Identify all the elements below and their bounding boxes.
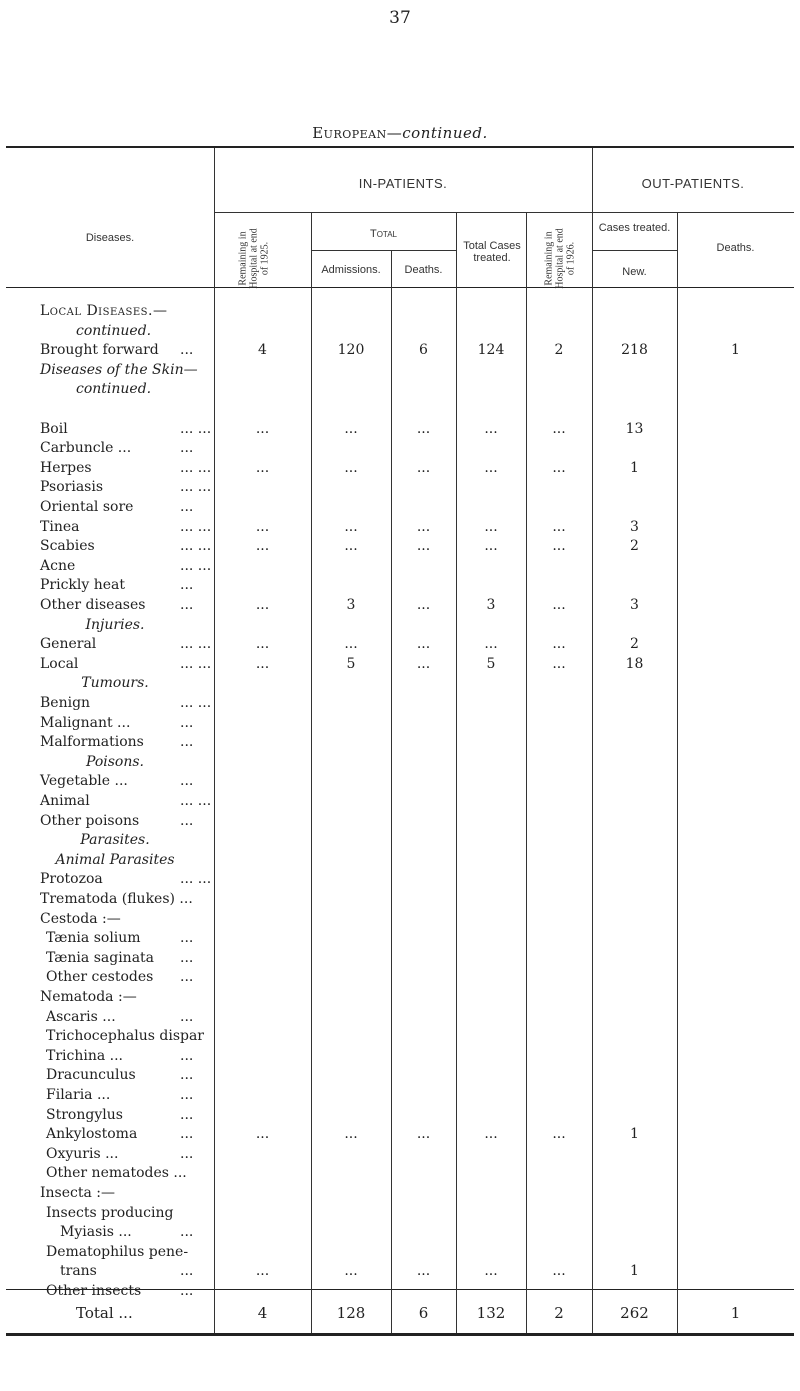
table-row: [0, 1126, 800, 1146]
row-leader-dots: ...: [180, 342, 194, 359]
table-row: [0, 538, 800, 558]
row-cell: ...: [255, 636, 270, 653]
total-sub-rule: [311, 250, 456, 251]
row-cell: 2: [554, 342, 564, 359]
row-leader-dots: ...: [180, 1126, 194, 1143]
total-label: Total ...: [76, 1304, 133, 1322]
row-leader-dots: ...: [180, 1263, 194, 1280]
heading-title: European: [312, 124, 387, 142]
row-cell: ...: [255, 459, 270, 476]
table-row: [0, 1146, 800, 1166]
cases-sub-rule: [592, 250, 677, 251]
table-row: [0, 1028, 800, 1048]
row-label: Other insects: [46, 1283, 142, 1299]
row-cell: ...: [484, 636, 498, 653]
table-row: [0, 1087, 800, 1107]
table-row: [0, 558, 800, 578]
table-row: [0, 989, 800, 1009]
row-leader-dots: ... ...: [180, 636, 212, 653]
header-out-deaths: Deaths.: [716, 242, 755, 254]
row-leader-dots: ...: [180, 499, 194, 515]
row-label: continued.: [76, 322, 152, 339]
row-cell: ...: [344, 636, 358, 653]
row-leader-dots: ...: [180, 949, 194, 966]
row-cell: 3: [486, 597, 496, 613]
row-label: Psoriasis: [40, 479, 104, 496]
table-row: [0, 636, 800, 656]
table-row: [0, 440, 800, 460]
row-cell: ...: [344, 1263, 358, 1280]
row-cell: 124: [477, 342, 505, 359]
row-cell: 5: [346, 655, 356, 672]
row-cell: ...: [552, 420, 566, 437]
page-heading: [0, 124, 800, 142]
table-row: [0, 499, 800, 519]
row-leader-dots: ...: [180, 773, 194, 790]
row-label: Myiasis ...: [60, 1224, 132, 1241]
row-leader-dots: ... ...: [180, 793, 212, 809]
row-cell: ...: [552, 518, 566, 535]
row-label: Trichocephalus dispar: [46, 1028, 204, 1045]
row-label: Diseases of the Skin—: [40, 361, 198, 378]
table-row: [0, 1205, 800, 1225]
header-total-cases-treated: Total Cases treated.: [463, 240, 521, 264]
row-cell: ...: [344, 538, 358, 555]
header-diseases: Diseases.: [85, 232, 135, 244]
table-row: [0, 323, 800, 343]
row-cell: ...: [344, 420, 358, 437]
row-cell: ...: [344, 1126, 358, 1143]
row-label: Other cestodes: [46, 969, 154, 986]
row-cell: 2: [630, 538, 639, 555]
row-label: Ankylostoma: [46, 1126, 138, 1143]
row-label: Injuries.: [85, 616, 145, 633]
row-cell: ...: [416, 636, 431, 653]
row-cell: ...: [484, 538, 498, 555]
table-row: [0, 1165, 800, 1185]
row-cell: ...: [416, 420, 431, 437]
table-row: [0, 754, 800, 774]
header-remaining-1925: Remaining in Hospital at end of 1925.: [237, 228, 271, 289]
row-leader-dots: ... ...: [180, 695, 212, 711]
row-cell: ...: [416, 1126, 431, 1143]
table-row: [0, 852, 800, 872]
row-label: Filaria ...: [46, 1087, 111, 1103]
row-label: Local: [40, 655, 79, 672]
row-cell: 3: [346, 597, 356, 613]
row-cell: 5: [486, 655, 496, 672]
table-row: [0, 1224, 800, 1244]
row-cell: ...: [484, 1263, 498, 1280]
row-cell: 2: [630, 636, 639, 653]
row-cell: 1: [630, 1126, 639, 1143]
row-cell: ...: [552, 1263, 566, 1280]
row-cell: 6: [419, 342, 428, 359]
table-row: [0, 1107, 800, 1127]
in-patients-rule: [214, 212, 592, 213]
row-leader-dots: ...: [180, 930, 194, 947]
total-cell: 6: [418, 1304, 429, 1322]
row-leader-dots: ... ...: [180, 518, 212, 535]
row-leader-dots: ...: [180, 577, 194, 594]
row-label: Animal Parasites: [55, 851, 175, 868]
row-cell: 3: [630, 518, 639, 535]
header-total: Total: [369, 228, 398, 240]
total-cell: 128: [336, 1304, 366, 1322]
row-leader-dots: ... ...: [180, 420, 212, 437]
table-row: [0, 1263, 800, 1283]
row-leader-dots: ...: [180, 1283, 194, 1299]
row-label: Dematophilus pene-: [46, 1243, 189, 1260]
row-leader-dots: ...: [180, 1106, 194, 1123]
header-admissions: Admissions.: [321, 264, 381, 276]
row-cell: ...: [255, 518, 270, 535]
row-cell: ...: [344, 459, 358, 476]
row-label: Tænia saginata: [46, 949, 155, 966]
row-label: Tumours.: [81, 675, 149, 692]
row-label: Herpes: [40, 459, 92, 476]
table-row: [0, 950, 800, 970]
table-row: [0, 421, 800, 441]
out-patients-rule: [592, 212, 794, 213]
header-bottom-rule: [6, 287, 794, 288]
table-row: [0, 1185, 800, 1205]
table-top-rule: [6, 146, 794, 148]
row-label: Strongylus: [46, 1106, 123, 1123]
row-cell: ...: [255, 420, 270, 437]
table-row: [0, 519, 800, 539]
row-cell: ...: [484, 518, 498, 535]
total-cell: 132: [476, 1304, 506, 1322]
row-label: Carbuncle ...: [40, 440, 132, 457]
table-row: [0, 577, 800, 597]
row-cell: ...: [344, 518, 358, 535]
row-label: Other nematodes ...: [46, 1165, 187, 1182]
table-row: [0, 303, 800, 323]
row-leader-dots: ...: [180, 714, 194, 731]
row-leader-dots: ... ...: [180, 655, 212, 672]
row-cell: ...: [484, 1126, 498, 1143]
row-leader-dots: ...: [180, 1087, 194, 1103]
total-cell: 2: [554, 1304, 564, 1322]
row-label: Oxyuris ...: [46, 1145, 119, 1162]
total-cell: 262: [620, 1304, 649, 1322]
header-in-patients: IN-PATIENTS.: [358, 176, 448, 191]
table-row: [0, 891, 800, 911]
total-cell: 1: [730, 1304, 741, 1322]
row-label: Oriental sore: [40, 499, 134, 515]
row-cell: 3: [630, 597, 639, 613]
row-cell: ...: [416, 597, 431, 613]
header-deaths: Deaths.: [404, 264, 443, 276]
row-label: Protozoa: [40, 871, 103, 888]
row-label: Poisons.: [85, 753, 145, 770]
row-label: Tænia solium: [46, 930, 141, 947]
row-label: General: [40, 636, 97, 653]
row-label: Local Diseases.—: [40, 303, 168, 319]
row-label: trans: [60, 1263, 97, 1280]
row-cell: ...: [552, 597, 566, 613]
row-leader-dots: ...: [180, 1047, 194, 1064]
row-label: Insecta :—: [40, 1185, 115, 1201]
row-cell: ...: [552, 636, 566, 653]
row-leader-dots: ...: [180, 1145, 194, 1162]
table-row: [0, 695, 800, 715]
row-label: Vegetable ...: [40, 773, 128, 790]
row-cell: ...: [416, 1263, 431, 1280]
table-row: [0, 1244, 800, 1264]
row-label: Tinea: [40, 518, 80, 535]
heading-suffix: —continued.: [386, 124, 488, 142]
row-label: Other poisons: [40, 812, 140, 829]
row-cell: ...: [484, 420, 498, 437]
table-row: [0, 362, 800, 382]
table-row: [0, 969, 800, 989]
row-cell: ...: [552, 655, 566, 672]
row-cell: ...: [552, 538, 566, 555]
row-leader-dots: ...: [180, 1067, 194, 1084]
row-leader-dots: ...: [180, 812, 194, 829]
row-label: Ascaris ...: [46, 1008, 116, 1025]
row-label: Animal: [40, 793, 90, 809]
row-leader-dots: ...: [180, 440, 194, 457]
table-row: [0, 675, 800, 695]
row-leader-dots: ...: [180, 969, 194, 986]
table-row: [0, 1048, 800, 1068]
table-row: [0, 479, 800, 499]
header-remaining-1926: Remaining in Hospital at end of 1926.: [543, 228, 577, 289]
header-out-patients: OUT-PATIENTS.: [641, 176, 745, 191]
row-cell: ...: [255, 1126, 270, 1143]
row-label: Boil: [40, 420, 68, 437]
header-cases-treated: Cases treated.: [598, 222, 671, 234]
row-label: Parasites.: [80, 832, 150, 849]
row-cell: 13: [625, 420, 644, 437]
row-label: Benign: [40, 695, 91, 711]
row-cell: ...: [255, 655, 270, 672]
row-cell: 18: [625, 655, 644, 672]
table-row: [0, 911, 800, 931]
row-cell: 1: [731, 342, 740, 359]
row-leader-dots: ...: [180, 1008, 194, 1025]
table-row: [0, 871, 800, 891]
row-label: Malignant ...: [40, 714, 131, 731]
table-row: [0, 597, 800, 617]
row-label: continued.: [76, 381, 152, 398]
row-cell: ...: [255, 597, 270, 613]
row-cell: ...: [484, 459, 498, 476]
row-leader-dots: ...: [180, 734, 194, 751]
table-row: [0, 381, 800, 401]
row-cell: 120: [337, 342, 365, 359]
table-row: [0, 656, 800, 676]
row-label: Brought forward: [40, 342, 159, 359]
table-row: [0, 773, 800, 793]
header-new: New.: [622, 266, 647, 278]
row-label: Trematoda (flukes) ...: [40, 891, 193, 907]
row-label: Acne: [40, 557, 76, 574]
row-cell: ...: [416, 655, 431, 672]
row-label: Malformations: [40, 734, 144, 751]
row-leader-dots: ... ...: [180, 538, 212, 555]
row-label: Other diseases: [40, 597, 146, 613]
table-bottom-rule: [6, 1333, 794, 1336]
row-label: Cestoda :—: [40, 910, 121, 927]
row-cell: ...: [552, 1126, 566, 1143]
row-cell: 1: [630, 459, 639, 476]
table-row: [0, 930, 800, 950]
table-row: [0, 1009, 800, 1029]
row-cell: ...: [416, 538, 431, 555]
row-label: Nematoda :—: [40, 989, 137, 1005]
table-row: [0, 617, 800, 637]
table-row: [0, 715, 800, 735]
row-label: Insects producing: [46, 1204, 174, 1221]
row-label: Trichina ...: [46, 1047, 124, 1064]
row-leader-dots: ... ...: [180, 479, 212, 496]
row-label: Scabies: [40, 538, 95, 555]
row-cell: ...: [416, 518, 431, 535]
row-label: Dracunculus: [46, 1067, 136, 1084]
table-row: [0, 460, 800, 480]
row-cell: 4: [258, 342, 267, 359]
row-label: Prickly heat: [40, 577, 126, 594]
row-cell: ...: [552, 459, 566, 476]
total-row: [0, 1298, 800, 1328]
page-number: 37: [389, 8, 411, 28]
row-cell: 218: [621, 342, 648, 359]
row-leader-dots: ... ...: [180, 871, 212, 888]
table-row: [0, 793, 800, 813]
row-cell: ...: [255, 538, 270, 555]
table-row: [0, 342, 800, 362]
table-row: [0, 832, 800, 852]
row-leader-dots: ...: [180, 1224, 194, 1241]
table-row: [0, 1067, 800, 1087]
row-leader-dots: ... ...: [180, 459, 212, 476]
row-cell: 1: [630, 1263, 639, 1280]
row-cell: ...: [416, 459, 431, 476]
table-row: [0, 401, 800, 421]
table-row: [0, 734, 800, 754]
row-cell: ...: [255, 1263, 270, 1280]
row-leader-dots: ...: [180, 597, 194, 613]
table-row: [0, 813, 800, 833]
row-leader-dots: ... ...: [180, 557, 212, 574]
total-cell: 4: [257, 1304, 268, 1322]
